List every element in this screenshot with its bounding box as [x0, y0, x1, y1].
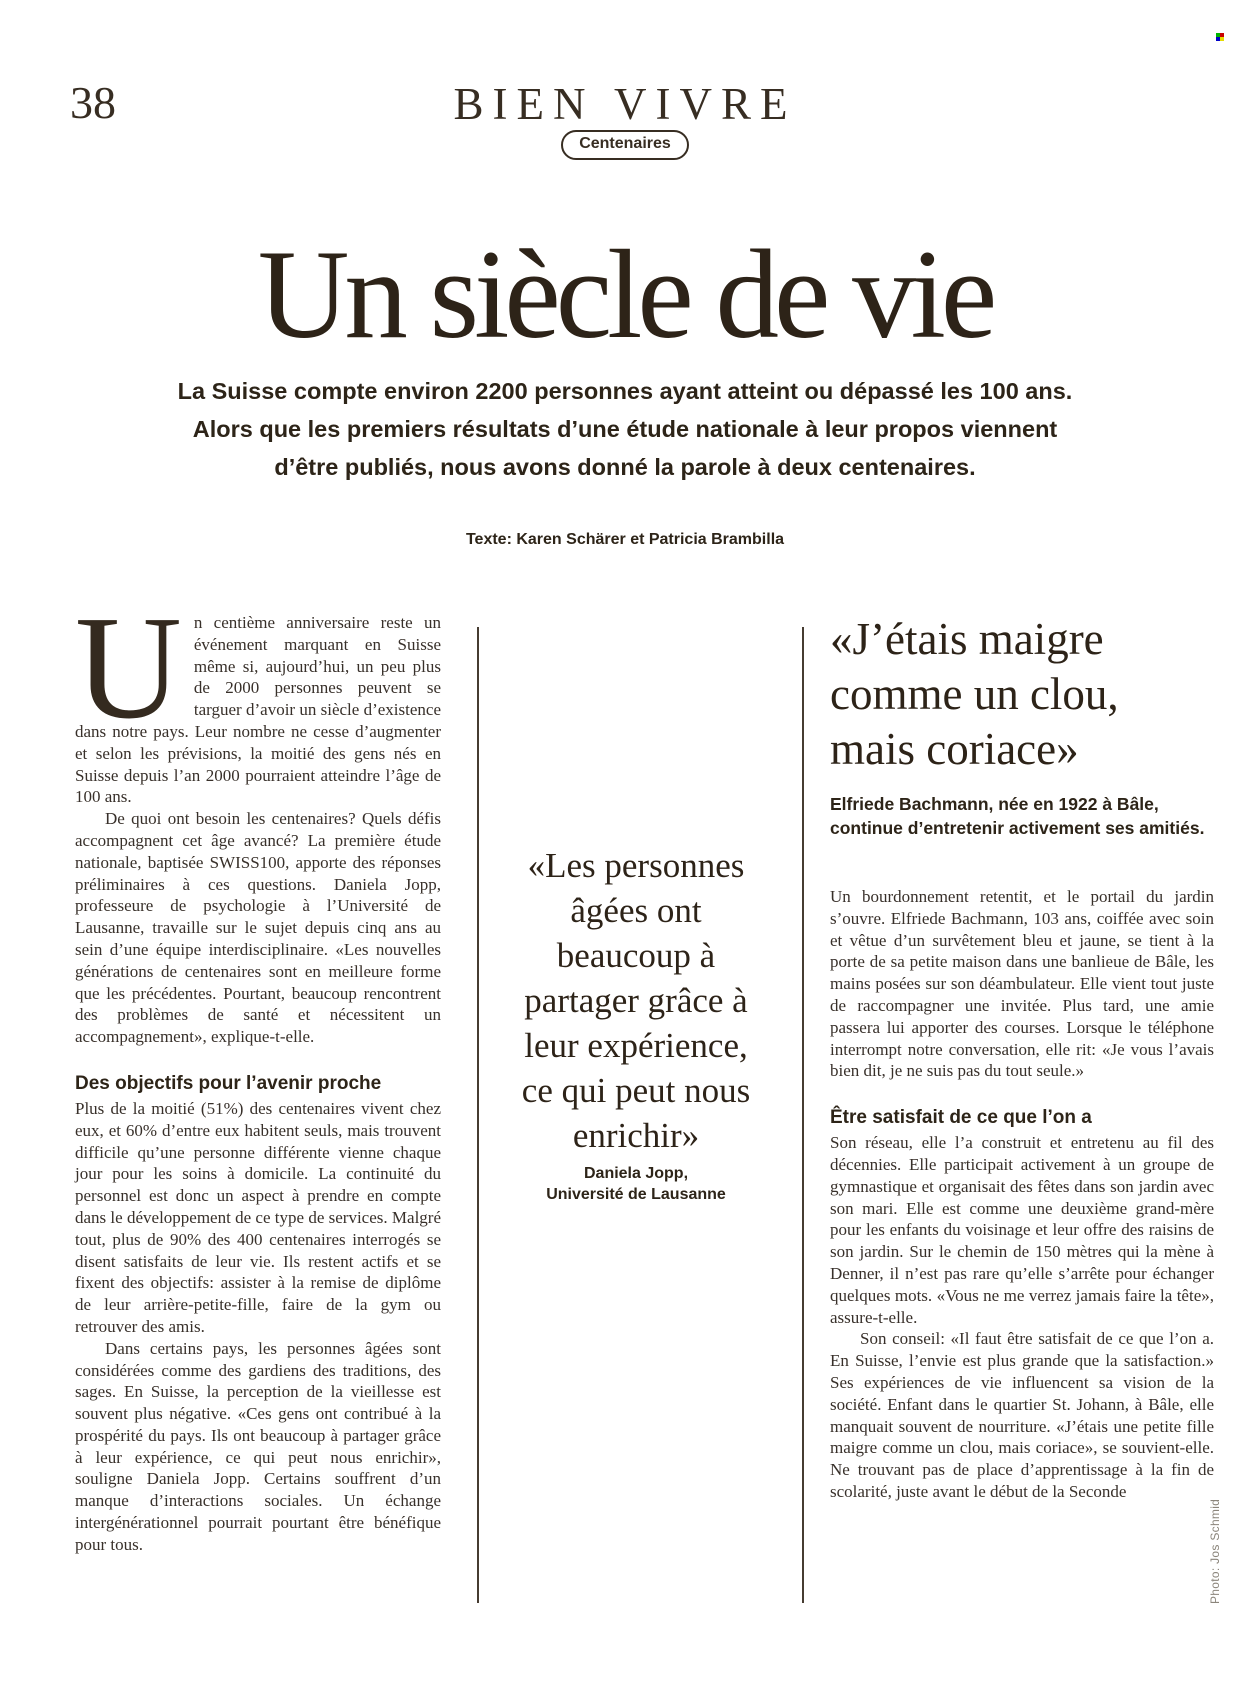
- column-rule-right: [802, 627, 804, 1603]
- photo-credit: Photo: Jos Schmid: [1208, 1498, 1222, 1604]
- pull-quote: «Les personnes âgées ont beaucoup à partager grâce à leur expérience, ce qui peut nous enrichir»: [521, 846, 751, 1155]
- interview-lead: Elfriede Bachmann, née en 1922 à Bâle, continue d’entretenir activement ses amitiés.: [830, 794, 1205, 838]
- kicker-pill: Centenaires: [561, 130, 689, 160]
- section-heading: Être satisfait de ce que l’on a: [830, 1107, 1092, 1129]
- yellow-square-icon: [1220, 37, 1224, 41]
- kicker-pill-row: [0, 130, 1250, 160]
- body-paragraph: Plus de la moitié (51%) des centenaires vivent chez eux, et 60% d’entre eux habitent seuls, mais trouvent difficile qu’une personne différente vienne chaque jour pour les soins à domicile. La continuité du personnel est donc un aspect à prendre en compte dans le développement de ce type de services. Malgré tout, plus de 90% des 400 centenaires interrogés se disent satisfaits de leur vie. Ils restent actifs et se fixent des objectifs: assister à la remise de diplôme de leur arrière-petite-fille, faire de la gym ou retrouver des amis.: [75, 1098, 441, 1336]
- body-paragraph: Son conseil: «Il faut être satisfait de ce que l’on a. En Suisse, l’envie est plus grande que la satisfaction.» Ses expériences de vie influencent sa vision de la société. Enfant dans le quartier St. Johann, à Bâle, elle manquait souvent de nourriture. «J’étais une petite fille maigre comme un clou, mais coriace», se souvient-elle. Ne trouvant pas de place d’apprentissage à la fin de scolarité, juste avant le début de la Seconde: [830, 1329, 1214, 1501]
- color-registration-mark: [1216, 33, 1224, 41]
- body-paragraph: [75, 586, 441, 808]
- body-paragraph: De quoi ont besoin les centenaires? Quels défis accompagnent cet âge avancé? La première étude nationale, baptisée SWISS100, apporte des réponses préliminaires à ces questions. Daniela Jopp, professeure de psychologie à l’Université de Lausanne, travaille sur le sujet depuis cinq ans au sein d’une équipe interdisciplinaire. «Les nouvelles générations de centenaires sont en meilleure forme que les précédentes. Pourtant, beaucoup rencontrent des problèmes de santé et nécessitent un accompagnement», explique-t-elle.: [75, 809, 441, 1047]
- section-heading: Des objectifs pour l’avenir proche: [75, 1072, 382, 1094]
- body-paragraph: Un bourdonnement retentit, et le portail du jardin s’ouvre. Elfriede Bachmann, 103 ans, coiffée avec soin et vêtue d’un survêtement bleu et jaune, se tient à la porte de sa petite maison dans une banlieue de Bâle, les mains posées sur son déambulateur. Elle vient tout juste de raccompagner une invitée. Plus tard, une amie passera lui apporter des courses. Lorsque le téléphone interrompt notre conversation, elle rit: «Je vous l’avais bien dit, je ne suis pas du tout seule.»: [830, 887, 1214, 1081]
- paragraph-text: n centième anniversaire reste un événement marquant en Suisse même si, aujourd’hui, un peu plus de 2000 personnes peuvent se targuer d’avoir un siècle d’existence dans notre pays. Leur nombre ne cesse d’augmenter et selon les prévisions, la moitié des gens nés en Suisse depuis l’an 2000 pourraient atteindre l’âge de 100 ans.: [75, 613, 441, 807]
- interview-column: [830, 612, 1214, 1503]
- article-title: Un siècle de vie: [257, 225, 993, 365]
- page-number: 38: [70, 77, 116, 128]
- left-column: [75, 586, 441, 1556]
- interview-heading: «J’étais maigre comme un clou, mais coriace»: [830, 614, 1119, 774]
- byline: Texte: Karen Schärer et Patricia Brambilla: [465, 531, 785, 548]
- body-paragraph: Dans certains pays, les personnes âgées sont considérées comme des gardiens des traditions, des sages. En Suisse, la perception de la vieillesse est souvent plus négative. «Ces gens ont contribué à la prospérité du pays. Ils ont beaucoup à partager grâce à leur expérience, ce qui peut nous enrichir», souligne Daniela Jopp. Certains souffrent d’un manque d’interactions sociales. Un échange intergénérationnel pourrait pourtant être bénéfique pour tous.: [75, 1338, 441, 1554]
- section-title: BIEN VIVRE: [453, 79, 797, 129]
- column-rule-left: [477, 627, 479, 1603]
- body-paragraph: Son réseau, elle l’a construit et entretenu au fil des décennies. Elle participait activement à un groupe de gymnastique et organisait des fêtes dans son jardin avec son mari. Elle est comme une deuxième grand-mère pour les enfants du voisinage et leur offre des raisins de son jardin. Sur le chemin de 150 mètres qui la mène à Denner, il n’est pas rare qu’elle s’arrête pour échanger quelques mots. «Vous ne me verrez jamais faire la tête», assure-t-elle.: [830, 1133, 1214, 1327]
- standfirst: La Suisse compte environ 2200 personnes ayant atteint ou dépassé les 100 ans. Alors que les premiers résultats d’une étude nationale à leur propos viennent d’être publiés, nous avons donné la parole à deux centenaires.: [177, 378, 1073, 480]
- drop-cap: U: [75, 586, 182, 750]
- pull-quote-attribution: Daniela Jopp, Université de Lausanne: [546, 1165, 726, 1203]
